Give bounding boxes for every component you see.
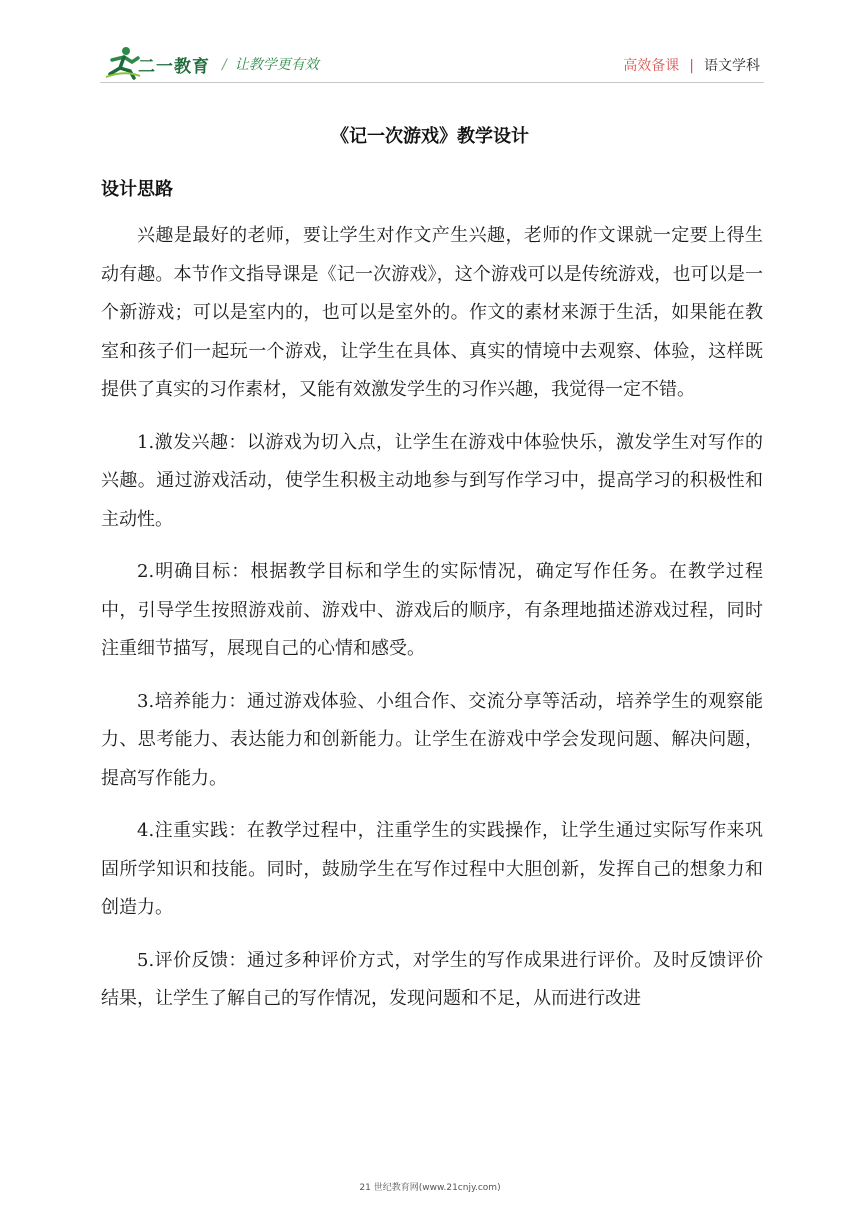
slogan-text: 让教学更有效	[234, 57, 319, 73]
header-divider	[100, 82, 764, 83]
section-heading: 设计思路	[101, 179, 173, 200]
tag-subject: 语文学科	[704, 58, 760, 74]
paragraph: 4.注重实践：在教学过程中，注重学生的实践操作，让学生通过实际写作来巩固所学知识和技能。同时，鼓励学生在写作过程中大胆创新，发挥自己的想象力和创造力。	[101, 820, 763, 918]
header-slogan	[222, 54, 319, 74]
page-footer: 21 世纪教育网(www.21cnjy.com)	[359, 1183, 501, 1193]
paragraph: 5.评价反馈：通过多种评价方式，对学生的写作成果进行评价。及时反馈评价结果，让学生了解自己的写作情况，发现问题和不足，从而进行改进	[101, 949, 763, 1009]
header-tags	[623, 55, 760, 75]
slogan-separator: /	[222, 57, 227, 73]
document-body	[101, 217, 763, 1033]
paragraph: 兴趣是最好的老师，要让学生对作文产生兴趣，老师的作文课就一定要上得生动有趣。本节作文指导课是《记一次游戏》，这个游戏可以是传统游戏，也可以是一个新游戏；可以是室内的，也可以是室外的。作文的素材来源于生活，如果能在教室和孩子们一起玩一个游戏，让学生在具体、真实的情境中去观察、体验，这样既提供了真实的习作素材，又能有效激发学生的习作兴趣，我觉得一定不错。	[101, 225, 763, 400]
tag-efficient-lesson: 高效备课	[623, 58, 680, 74]
document-title: 《记一次游戏》教学设计	[331, 126, 529, 147]
page-header	[0, 0, 860, 100]
logo-text: 二一教育	[138, 57, 210, 77]
tag-separator: |	[689, 58, 694, 74]
paragraph: 2.明确目标：根据教学目标和学生的实际情况，确定写作任务。在教学过程中，引导学生按照游戏前、游戏中、游戏后的顺序，有条理地描述游戏过程，同时注重细节描写，展现自己的心情和感受。	[101, 561, 763, 659]
paragraph: 1.激发兴趣：以游戏为切入点，让学生在游戏中体验快乐，激发学生对写作的兴趣。通过游戏活动，使学生积极主动地参与到写作学习中，提高学习的积极性和主动性。	[101, 431, 763, 530]
paragraph: 3.培养能力：通过游戏体验、小组合作、交流分享等活动，培养学生的观察能力、思考能力、表达能力和创新能力。让学生在游戏中学会发现问题、解决问题，提高写作能力。	[101, 690, 763, 789]
